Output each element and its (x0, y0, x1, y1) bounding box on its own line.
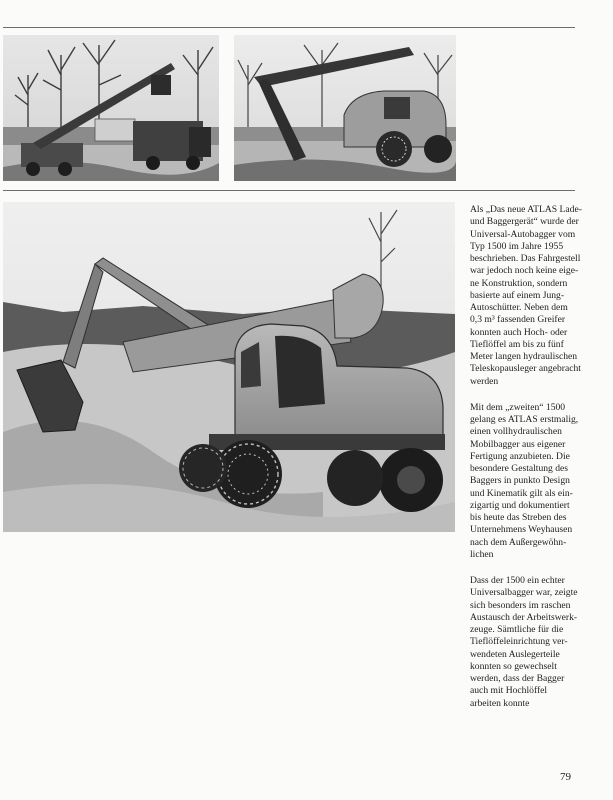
text-line: 0,3 m³ fassenden Greifer (470, 314, 566, 326)
text-line: besondere Gestaltung des (470, 463, 569, 474)
text-line: nach dem Außergewöhn- (470, 536, 567, 548)
article-text (470, 204, 582, 724)
text-line: zeuge. Sämtliche für die (470, 624, 564, 635)
photo-excavator-side-view (234, 35, 456, 181)
text-line: lichen (470, 548, 494, 560)
text-line: konnten so gewechselt (470, 660, 557, 672)
text-line: Autoschütter. Neben dem (470, 302, 568, 313)
paragraph-atlas-1955 (470, 204, 582, 388)
photo-excavator-loading-truck (3, 35, 219, 181)
text-line: zigartig und dokumentiert (470, 499, 570, 511)
paragraph-second-1500 (470, 402, 582, 561)
paragraph-universal-excavator (470, 575, 582, 710)
text-line: sich besonders im raschen (470, 599, 571, 611)
text-line: Dass der 1500 ein echter (470, 575, 565, 586)
text-line: Mit dem „zweiten“ 1500 (470, 401, 566, 413)
text-line: und Baggergerät“ wurde der (470, 216, 579, 228)
page-number: 79 (560, 771, 571, 783)
text-line: beschrieben. Das Fahrgestell (470, 253, 581, 264)
text-line: werden, dass der Bagger (470, 673, 565, 684)
text-line: und Kinematik gilt als ein- (470, 487, 573, 499)
text-line: Austausch der Arbeitswerk- (470, 611, 578, 623)
text-line: Meter langen hydraulischen (470, 351, 578, 362)
text-line: wendeten Auslegerteile (470, 648, 560, 660)
text-line: Fertigung anzubieten. Die (470, 450, 570, 462)
text-line: gelang es ATLAS erstmalig, (470, 414, 579, 425)
top-rule (3, 27, 575, 28)
text-line: Mobilbagger aus eigener (470, 438, 566, 450)
text-line: Typ 1500 im Jahre 1955 (470, 240, 564, 252)
text-line: auch mit Hochlöffel (470, 685, 548, 697)
text-line: bis heute das Streben des (470, 512, 567, 523)
text-line: Als „Das neue ATLAS Lade- (470, 204, 582, 215)
text-line: ne Konstruktion, sondern (470, 277, 568, 289)
text-line: Baggers in punkto Design (470, 475, 570, 487)
text-line: war jedoch noch keine eige- (470, 265, 579, 277)
text-line: arbeiten konnte (470, 697, 530, 709)
text-line: werden (470, 375, 499, 387)
text-line: Universal-Autobagger vom (470, 228, 576, 240)
middle-rule (3, 190, 575, 191)
text-line: Universalbagger war, zeigte (470, 587, 578, 599)
text-line: Unternehmens Weyhausen (470, 524, 573, 536)
text-line: konnten auch Hoch- oder (470, 326, 568, 338)
text-line: Tieflöffel am bis zu fünf (470, 338, 564, 350)
text-line: Tieflöffeleinrichtung ver- (470, 636, 568, 648)
text-line: Teleskopausleger angebracht (470, 363, 581, 375)
text-line: einen vollhydraulischen (470, 426, 562, 438)
text-line: basierte auf einem Jung- (470, 289, 565, 301)
photo-atlas-1500-excavator (3, 202, 455, 532)
